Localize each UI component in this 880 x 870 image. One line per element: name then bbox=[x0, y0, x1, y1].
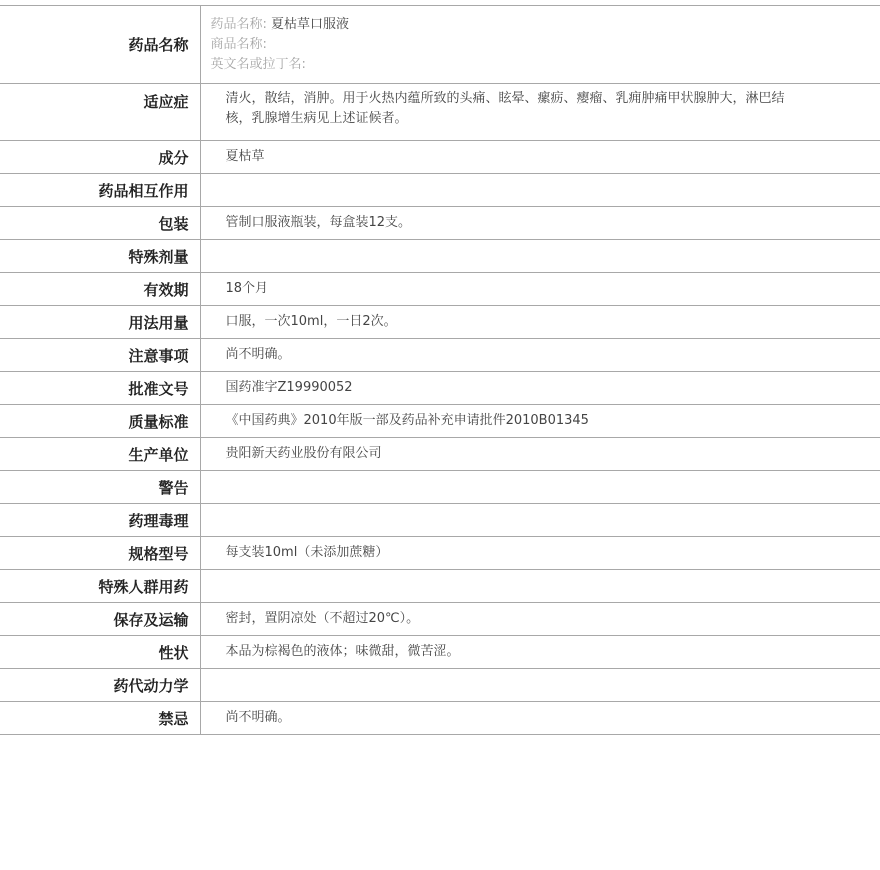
table-row bbox=[0, 339, 880, 372]
trade-name-line bbox=[211, 35, 880, 55]
row-value bbox=[200, 669, 880, 702]
row-label: 药理毒理 bbox=[0, 504, 200, 537]
table-row bbox=[0, 570, 880, 603]
table-row bbox=[0, 702, 880, 735]
table-row bbox=[0, 603, 880, 636]
row-value: 密封，置阴凉处（不超过20℃）。 bbox=[200, 603, 880, 636]
table-row bbox=[0, 240, 880, 273]
row-value: 《中国药典》2010年版一部及药品补充申请批件2010B01345 bbox=[200, 405, 880, 438]
table-row bbox=[0, 438, 880, 471]
row-value bbox=[200, 240, 880, 273]
row-label: 警告 bbox=[0, 471, 200, 504]
table-row bbox=[0, 141, 880, 174]
row-label: 包装 bbox=[0, 207, 200, 240]
row-drug-name bbox=[0, 6, 880, 84]
row-label: 批准文号 bbox=[0, 372, 200, 405]
row-value bbox=[200, 471, 880, 504]
row-label: 禁忌 bbox=[0, 702, 200, 735]
table-row bbox=[0, 636, 880, 669]
row-label: 药品相互作用 bbox=[0, 174, 200, 207]
row-label: 有效期 bbox=[0, 273, 200, 306]
row-value: 本品为棕褐色的液体；味微甜，微苦涩。 bbox=[200, 636, 880, 669]
table-row bbox=[0, 207, 880, 240]
table-row bbox=[0, 306, 880, 339]
table-row bbox=[0, 174, 880, 207]
row-value: 尚不明确。 bbox=[200, 339, 880, 372]
generic-name-value: 夏枯草口服液 bbox=[271, 16, 350, 32]
table-row bbox=[0, 372, 880, 405]
generic-name-key: 药品名称: bbox=[210, 16, 267, 32]
row-value bbox=[200, 504, 880, 537]
table-row bbox=[0, 504, 880, 537]
row-value: 每支装10ml（未添加蔗糖） bbox=[200, 537, 880, 570]
row-label: 特殊剂量 bbox=[0, 240, 200, 273]
table-row bbox=[0, 537, 880, 570]
row-value: 清火，散结，消肿。用于火热内蕴所致的头痛、眩晕、瘰疬、瘿瘤、乳痈肿痛甲状腺肿大，淋巴结核，乳腺增生病见上述证候者。 bbox=[200, 84, 880, 141]
row-label: 成分 bbox=[0, 141, 200, 174]
row-value: 贵阳新天药业股份有限公司 bbox=[200, 438, 880, 471]
row-value: 18个月 bbox=[200, 273, 880, 306]
row-value: 国药准字Z19990052 bbox=[200, 372, 880, 405]
latin-name-line bbox=[211, 55, 880, 75]
latin-name-key: 英文名或拉丁名: bbox=[210, 56, 306, 72]
row-label: 规格型号 bbox=[0, 537, 200, 570]
row-value bbox=[200, 6, 880, 84]
row-value: 管制口服液瓶装，每盒装12支。 bbox=[200, 207, 880, 240]
row-label: 注意事项 bbox=[0, 339, 200, 372]
row-value: 夏枯草 bbox=[200, 141, 880, 174]
row-label: 保存及运输 bbox=[0, 603, 200, 636]
row-value: 尚不明确。 bbox=[200, 702, 880, 735]
row-label: 适应症 bbox=[0, 84, 200, 141]
row-label: 特殊人群用药 bbox=[0, 570, 200, 603]
trade-name-key: 商品名称: bbox=[210, 36, 267, 52]
row-label: 用法用量 bbox=[0, 306, 200, 339]
table-row bbox=[0, 273, 880, 306]
row-value bbox=[200, 570, 880, 603]
generic-name-line bbox=[211, 15, 880, 35]
row-label: 性状 bbox=[0, 636, 200, 669]
drug-info-table bbox=[0, 5, 880, 735]
name-block bbox=[201, 15, 880, 75]
row-value bbox=[200, 174, 880, 207]
table-row bbox=[0, 405, 880, 438]
row-label: 药代动力学 bbox=[0, 669, 200, 702]
row-label: 药品名称 bbox=[0, 6, 200, 84]
row-indications bbox=[0, 84, 880, 141]
table-row bbox=[0, 471, 880, 504]
table-row bbox=[0, 669, 880, 702]
row-label: 生产单位 bbox=[0, 438, 200, 471]
row-value: 口服，一次10ml，一日2次。 bbox=[200, 306, 880, 339]
row-label: 质量标准 bbox=[0, 405, 200, 438]
